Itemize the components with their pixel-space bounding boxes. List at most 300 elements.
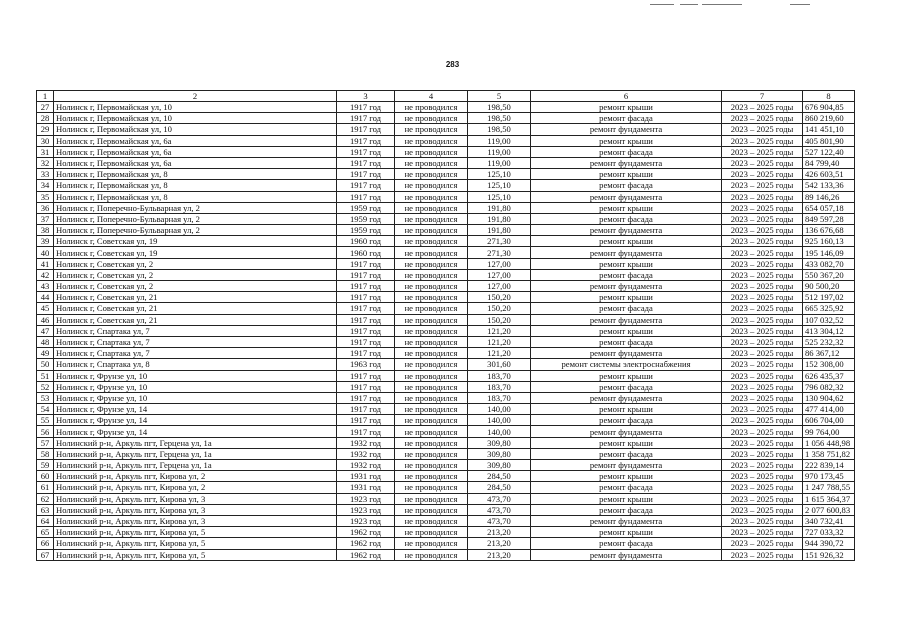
- cell-work-type: ремонт фундамента: [531, 549, 722, 560]
- cell-period: 2023 – 2025 годы: [722, 392, 803, 403]
- cell-work-type: ремонт фундамента: [531, 124, 722, 135]
- cell-last-repair: не проводился: [395, 202, 468, 213]
- cell-cost: 542 133,36: [803, 180, 855, 191]
- cell-work-type: ремонт фасада: [531, 336, 722, 347]
- cell-build-year: 1959 год: [337, 225, 395, 236]
- cell-work-type: ремонт крыши: [531, 325, 722, 336]
- cell-area: 213,20: [468, 527, 531, 538]
- cell-address: Нолинск г, Спартака ул, 7: [54, 325, 337, 336]
- table-row: [37, 169, 855, 180]
- cell-cost: 222 839,14: [803, 460, 855, 471]
- cell-address: Нолинский р-н, Аркуль пгт, Кирова ул, 2: [54, 482, 337, 493]
- table-row: [37, 404, 855, 415]
- cell-area: 150,20: [468, 303, 531, 314]
- cell-cost: 970 173,45: [803, 471, 855, 482]
- cell-work-type: ремонт крыши: [531, 169, 722, 180]
- cell-address: Нолинск г, Первомайская ул, 10: [54, 124, 337, 135]
- cell-cost: 86 367,12: [803, 348, 855, 359]
- cell-build-year: 1917 год: [337, 381, 395, 392]
- cell-work-type: ремонт фундамента: [531, 314, 722, 325]
- cell-address: Нолинск г, Первомайская ул, 10: [54, 102, 337, 113]
- cell-area: 271,30: [468, 236, 531, 247]
- cell-last-repair: не проводился: [395, 482, 468, 493]
- table-row: [37, 471, 855, 482]
- cell-period: 2023 – 2025 годы: [722, 124, 803, 135]
- cell-period: 2023 – 2025 годы: [722, 448, 803, 459]
- cell-period: 2023 – 2025 годы: [722, 157, 803, 168]
- cell-address: Нолинск г, Советская ул, 19: [54, 236, 337, 247]
- cell-period: 2023 – 2025 годы: [722, 191, 803, 202]
- cell-build-year: 1931 год: [337, 471, 395, 482]
- cell-work-type: ремонт крыши: [531, 370, 722, 381]
- cell-address: Нолинск г, Первомайская ул, 8: [54, 191, 337, 202]
- cell-address: Нолинский р-н, Аркуль пгт, Кирова ул, 3: [54, 493, 337, 504]
- cell-cost: 84 799,40: [803, 157, 855, 168]
- cell-build-year: 1962 год: [337, 549, 395, 560]
- cell-row-number: 51: [37, 370, 54, 381]
- cell-row-number: 39: [37, 236, 54, 247]
- cell-row-number: 59: [37, 460, 54, 471]
- cell-work-type: ремонт крыши: [531, 236, 722, 247]
- cell-area: 309,80: [468, 460, 531, 471]
- cell-row-number: 43: [37, 281, 54, 292]
- cell-area: 140,00: [468, 415, 531, 426]
- cell-cost: 1 056 448,98: [803, 437, 855, 448]
- table-row: [37, 549, 855, 560]
- cell-build-year: 1917 год: [337, 180, 395, 191]
- cell-address: Нолинский р-н, Аркуль пгт, Кирова ул, 5: [54, 527, 337, 538]
- cell-area: 213,20: [468, 538, 531, 549]
- cell-row-number: 44: [37, 292, 54, 303]
- cell-period: 2023 – 2025 годы: [722, 415, 803, 426]
- cell-address: Нолинск г, Фрунзе ул, 10: [54, 381, 337, 392]
- cell-area: 473,70: [468, 493, 531, 504]
- cell-area: 140,00: [468, 426, 531, 437]
- cell-build-year: 1917 год: [337, 269, 395, 280]
- cell-period: 2023 – 2025 годы: [722, 359, 803, 370]
- table-row: [37, 493, 855, 504]
- cell-last-repair: не проводился: [395, 471, 468, 482]
- cell-work-type: ремонт фасада: [531, 538, 722, 549]
- header-cell: 2: [54, 91, 337, 102]
- table-row: [37, 202, 855, 213]
- cell-row-number: 50: [37, 359, 54, 370]
- cell-last-repair: не проводился: [395, 180, 468, 191]
- cell-last-repair: не проводился: [395, 236, 468, 247]
- cell-area: 183,70: [468, 392, 531, 403]
- header-cell: 5: [468, 91, 531, 102]
- cell-last-repair: не проводился: [395, 269, 468, 280]
- cell-area: 191,80: [468, 213, 531, 224]
- cell-build-year: 1917 год: [337, 146, 395, 157]
- cell-area: 198,50: [468, 124, 531, 135]
- cell-address: Нолинский р-н, Аркуль пгт, Герцена ул, 1а: [54, 460, 337, 471]
- cell-row-number: 30: [37, 135, 54, 146]
- cell-last-repair: не проводился: [395, 102, 468, 113]
- cell-last-repair: не проводился: [395, 113, 468, 124]
- cell-work-type: ремонт крыши: [531, 258, 722, 269]
- cell-last-repair: не проводился: [395, 404, 468, 415]
- cell-cost: 665 325,92: [803, 303, 855, 314]
- cell-work-type: ремонт фундамента: [531, 460, 722, 471]
- cell-period: 2023 – 2025 годы: [722, 258, 803, 269]
- cell-address: Нолинский р-н, Аркуль пгт, Кирова ул, 3: [54, 515, 337, 526]
- cell-address: Нолинский р-н, Аркуль пгт, Кирова ул, 2: [54, 471, 337, 482]
- cell-period: 2023 – 2025 годы: [722, 281, 803, 292]
- cell-cost: 136 676,68: [803, 225, 855, 236]
- table-header-row: [37, 91, 855, 102]
- cell-last-repair: не проводился: [395, 258, 468, 269]
- page-number: 283: [445, 60, 460, 69]
- cell-cost: 477 414,00: [803, 404, 855, 415]
- header-cell: 6: [531, 91, 722, 102]
- cell-build-year: 1917 год: [337, 348, 395, 359]
- cell-work-type: ремонт фасада: [531, 504, 722, 515]
- cell-area: 198,50: [468, 102, 531, 113]
- cell-build-year: 1962 год: [337, 527, 395, 538]
- cell-area: 473,70: [468, 515, 531, 526]
- cell-period: 2023 – 2025 годы: [722, 269, 803, 280]
- cell-last-repair: не проводился: [395, 460, 468, 471]
- header-cell: 1: [37, 91, 54, 102]
- table-row: [37, 180, 855, 191]
- cell-period: 2023 – 2025 годы: [722, 482, 803, 493]
- cell-period: 2023 – 2025 годы: [722, 336, 803, 347]
- cell-cost: 340 732,41: [803, 515, 855, 526]
- cell-build-year: 1917 год: [337, 191, 395, 202]
- cell-cost: 676 904,85: [803, 102, 855, 113]
- cell-cost: 99 764,00: [803, 426, 855, 437]
- cell-cost: 944 390,72: [803, 538, 855, 549]
- table-row: [37, 448, 855, 459]
- cell-address: Нолинск г, Первомайская ул, 6а: [54, 135, 337, 146]
- cell-row-number: 38: [37, 225, 54, 236]
- cell-row-number: 40: [37, 247, 54, 258]
- table-row: [37, 426, 855, 437]
- cell-cost: 433 082,70: [803, 258, 855, 269]
- cell-work-type: ремонт фундамента: [531, 157, 722, 168]
- table-row: [37, 213, 855, 224]
- cell-cost: 550 367,20: [803, 269, 855, 280]
- cell-build-year: 1931 год: [337, 482, 395, 493]
- cell-cost: 426 603,51: [803, 169, 855, 180]
- table-row: [37, 460, 855, 471]
- cell-area: 119,00: [468, 135, 531, 146]
- table-row: [37, 515, 855, 526]
- cell-row-number: 48: [37, 336, 54, 347]
- cell-address: Нолинск г, Фрунзе ул, 10: [54, 370, 337, 381]
- cell-build-year: 1917 год: [337, 336, 395, 347]
- cell-cost: 1 615 364,37: [803, 493, 855, 504]
- cell-period: 2023 – 2025 годы: [722, 247, 803, 258]
- cell-work-type: ремонт фасада: [531, 113, 722, 124]
- cell-build-year: 1963 год: [337, 359, 395, 370]
- cell-address: Нолинск г, Советская ул, 2: [54, 258, 337, 269]
- cell-period: 2023 – 2025 годы: [722, 169, 803, 180]
- cell-last-repair: не проводился: [395, 392, 468, 403]
- cell-address: Нолинск г, Спартака ул, 7: [54, 348, 337, 359]
- cell-period: 2023 – 2025 годы: [722, 493, 803, 504]
- header-cell: 4: [395, 91, 468, 102]
- cell-last-repair: не проводился: [395, 426, 468, 437]
- cell-row-number: 67: [37, 549, 54, 560]
- cell-cost: 107 032,52: [803, 314, 855, 325]
- cell-work-type: ремонт фундамента: [531, 426, 722, 437]
- cell-last-repair: не проводился: [395, 448, 468, 459]
- cell-row-number: 28: [37, 113, 54, 124]
- cell-address: Нолинск г, Советская ул, 19: [54, 247, 337, 258]
- table-row: [37, 381, 855, 392]
- table-row: [37, 482, 855, 493]
- header-cell: 3: [337, 91, 395, 102]
- cell-row-number: 42: [37, 269, 54, 280]
- table-row: [37, 135, 855, 146]
- cell-cost: 796 082,32: [803, 381, 855, 392]
- cell-last-repair: не проводился: [395, 336, 468, 347]
- cell-address: Нолинский р-н, Аркуль пгт, Герцена ул, 1а: [54, 448, 337, 459]
- table-row: [37, 325, 855, 336]
- cell-address: Нолинск г, Первомайская ул, 8: [54, 180, 337, 191]
- cell-build-year: 1917 год: [337, 102, 395, 113]
- cell-cost: 89 146,26: [803, 191, 855, 202]
- cell-last-repair: не проводился: [395, 415, 468, 426]
- cell-area: 127,00: [468, 269, 531, 280]
- cell-build-year: 1917 год: [337, 292, 395, 303]
- cell-cost: 525 232,32: [803, 336, 855, 347]
- cell-address: Нолинский р-н, Аркуль пгт, Кирова ул, 3: [54, 504, 337, 515]
- cell-address: Нолинск г, Фрунзе ул, 14: [54, 404, 337, 415]
- cell-area: 309,80: [468, 437, 531, 448]
- cell-build-year: 1917 год: [337, 169, 395, 180]
- cell-period: 2023 – 2025 годы: [722, 102, 803, 113]
- cell-build-year: 1932 год: [337, 460, 395, 471]
- cell-last-repair: не проводился: [395, 504, 468, 515]
- repair-schedule-table: [36, 90, 855, 561]
- table-row: [37, 157, 855, 168]
- cell-period: 2023 – 2025 годы: [722, 426, 803, 437]
- cell-row-number: 49: [37, 348, 54, 359]
- cell-last-repair: не проводился: [395, 225, 468, 236]
- table-row: [37, 348, 855, 359]
- cell-period: 2023 – 2025 годы: [722, 146, 803, 157]
- cell-build-year: 1917 год: [337, 392, 395, 403]
- cell-area: 119,00: [468, 157, 531, 168]
- cell-area: 213,20: [468, 549, 531, 560]
- cell-area: 150,20: [468, 314, 531, 325]
- cell-period: 2023 – 2025 годы: [722, 471, 803, 482]
- cell-address: Нолинск г, Советская ул, 2: [54, 281, 337, 292]
- table-row: [37, 258, 855, 269]
- cell-period: 2023 – 2025 годы: [722, 370, 803, 381]
- cell-build-year: 1917 год: [337, 258, 395, 269]
- table-row: [37, 281, 855, 292]
- table-row: [37, 359, 855, 370]
- cell-build-year: 1923 год: [337, 515, 395, 526]
- cell-work-type: ремонт крыши: [531, 292, 722, 303]
- cell-area: 121,20: [468, 336, 531, 347]
- cell-work-type: ремонт фундамента: [531, 392, 722, 403]
- cell-build-year: 1959 год: [337, 213, 395, 224]
- cell-build-year: 1917 год: [337, 370, 395, 381]
- cell-address: Нолинск г, Первомайская ул, 10: [54, 113, 337, 124]
- cell-row-number: 37: [37, 213, 54, 224]
- cell-cost: 606 704,00: [803, 415, 855, 426]
- cell-area: 284,50: [468, 482, 531, 493]
- cell-build-year: 1923 год: [337, 504, 395, 515]
- cell-build-year: 1917 год: [337, 325, 395, 336]
- cell-area: 301,60: [468, 359, 531, 370]
- cell-cost: 727 033,32: [803, 527, 855, 538]
- cell-row-number: 52: [37, 381, 54, 392]
- header-cell: 7: [722, 91, 803, 102]
- cell-address: Нолинск г, Поперечно-Бульварная ул, 2: [54, 202, 337, 213]
- cell-last-repair: не проводился: [395, 247, 468, 258]
- cell-cost: 512 197,02: [803, 292, 855, 303]
- cell-area: 119,00: [468, 146, 531, 157]
- cell-address: Нолинск г, Фрунзе ул, 14: [54, 415, 337, 426]
- cell-row-number: 33: [37, 169, 54, 180]
- cell-build-year: 1932 год: [337, 437, 395, 448]
- cell-work-type: ремонт крыши: [531, 135, 722, 146]
- cell-address: Нолинск г, Советская ул, 21: [54, 292, 337, 303]
- cell-work-type: ремонт фасада: [531, 269, 722, 280]
- cell-last-repair: не проводился: [395, 213, 468, 224]
- cell-work-type: ремонт фасада: [531, 482, 722, 493]
- cell-address: Нолинский р-н, Аркуль пгт, Кирова ул, 5: [54, 538, 337, 549]
- cell-work-type: ремонт системы электроснабжения: [531, 359, 722, 370]
- cell-address: Нолинск г, Советская ул, 2: [54, 269, 337, 280]
- cell-build-year: 1917 год: [337, 303, 395, 314]
- cell-period: 2023 – 2025 годы: [722, 404, 803, 415]
- cell-area: 127,00: [468, 258, 531, 269]
- cell-row-number: 36: [37, 202, 54, 213]
- cell-period: 2023 – 2025 годы: [722, 180, 803, 191]
- cell-area: 125,10: [468, 180, 531, 191]
- cell-row-number: 56: [37, 426, 54, 437]
- cell-last-repair: не проводился: [395, 359, 468, 370]
- cell-row-number: 57: [37, 437, 54, 448]
- cell-period: 2023 – 2025 годы: [722, 213, 803, 224]
- cell-work-type: ремонт крыши: [531, 202, 722, 213]
- cell-row-number: 64: [37, 515, 54, 526]
- cell-row-number: 61: [37, 482, 54, 493]
- cell-work-type: ремонт фундамента: [531, 225, 722, 236]
- cell-row-number: 54: [37, 404, 54, 415]
- cell-area: 121,20: [468, 325, 531, 336]
- cell-period: 2023 – 2025 годы: [722, 236, 803, 247]
- cell-address: Нолинск г, Советская ул, 21: [54, 314, 337, 325]
- cell-address: Нолинский р-н, Аркуль пгт, Кирова ул, 5: [54, 549, 337, 560]
- cell-cost: 405 801,90: [803, 135, 855, 146]
- cell-build-year: 1932 год: [337, 448, 395, 459]
- cell-cost: 130 904,62: [803, 392, 855, 403]
- cell-area: 271,30: [468, 247, 531, 258]
- table-row: [37, 504, 855, 515]
- cell-last-repair: не проводился: [395, 124, 468, 135]
- cell-last-repair: не проводился: [395, 538, 468, 549]
- cell-row-number: 32: [37, 157, 54, 168]
- table-row: [37, 415, 855, 426]
- cell-row-number: 60: [37, 471, 54, 482]
- cell-cost: 90 500,20: [803, 281, 855, 292]
- cell-area: 183,70: [468, 370, 531, 381]
- cell-cost: 849 597,28: [803, 213, 855, 224]
- cell-last-repair: не проводился: [395, 135, 468, 146]
- cell-period: 2023 – 2025 годы: [722, 527, 803, 538]
- cell-work-type: ремонт фасада: [531, 448, 722, 459]
- cell-area: 309,80: [468, 448, 531, 459]
- cell-build-year: 1917 год: [337, 113, 395, 124]
- cell-area: 150,20: [468, 292, 531, 303]
- table-row: [37, 247, 855, 258]
- cell-row-number: 27: [37, 102, 54, 113]
- cell-row-number: 46: [37, 314, 54, 325]
- cell-last-repair: не проводился: [395, 325, 468, 336]
- cell-address: Нолинский р-н, Аркуль пгт, Герцена ул, 1а: [54, 437, 337, 448]
- cell-last-repair: не проводился: [395, 303, 468, 314]
- table-row: [37, 336, 855, 347]
- cell-row-number: 45: [37, 303, 54, 314]
- cell-build-year: 1923 год: [337, 493, 395, 504]
- table-row: [37, 303, 855, 314]
- cell-work-type: ремонт фундамента: [531, 247, 722, 258]
- table-row: [37, 392, 855, 403]
- cell-cost: 141 451,10: [803, 124, 855, 135]
- cell-area: 140,00: [468, 404, 531, 415]
- cell-period: 2023 – 2025 годы: [722, 113, 803, 124]
- cell-last-repair: не проводился: [395, 437, 468, 448]
- table-row: [37, 437, 855, 448]
- header-scan-marks: [650, 2, 810, 6]
- cell-cost: 2 077 600,83: [803, 504, 855, 515]
- cell-cost: 151 926,32: [803, 549, 855, 560]
- cell-period: 2023 – 2025 годы: [722, 202, 803, 213]
- cell-build-year: 1960 год: [337, 236, 395, 247]
- cell-row-number: 34: [37, 180, 54, 191]
- cell-work-type: ремонт крыши: [531, 471, 722, 482]
- cell-row-number: 62: [37, 493, 54, 504]
- cell-build-year: 1917 год: [337, 157, 395, 168]
- table-row: [37, 292, 855, 303]
- cell-area: 127,00: [468, 281, 531, 292]
- cell-cost: 527 122,40: [803, 146, 855, 157]
- table-row: [37, 113, 855, 124]
- header-cell: 8: [803, 91, 855, 102]
- cell-row-number: 35: [37, 191, 54, 202]
- cell-last-repair: не проводился: [395, 314, 468, 325]
- cell-cost: 413 304,12: [803, 325, 855, 336]
- table-row: [37, 225, 855, 236]
- cell-area: 125,10: [468, 169, 531, 180]
- cell-row-number: 66: [37, 538, 54, 549]
- cell-period: 2023 – 2025 годы: [722, 325, 803, 336]
- table-row: [37, 314, 855, 325]
- cell-period: 2023 – 2025 годы: [722, 292, 803, 303]
- cell-last-repair: не проводился: [395, 292, 468, 303]
- cell-last-repair: не проводился: [395, 157, 468, 168]
- cell-period: 2023 – 2025 годы: [722, 549, 803, 560]
- cell-address: Нолинск г, Поперечно-Бульварная ул, 2: [54, 213, 337, 224]
- cell-address: Нолинск г, Фрунзе ул, 10: [54, 392, 337, 403]
- table-row: [37, 236, 855, 247]
- cell-last-repair: не проводился: [395, 281, 468, 292]
- cell-work-type: ремонт крыши: [531, 404, 722, 415]
- cell-build-year: 1917 год: [337, 281, 395, 292]
- cell-period: 2023 – 2025 годы: [722, 504, 803, 515]
- cell-address: Нолинск г, Первомайская ул, 6а: [54, 146, 337, 157]
- cell-area: 191,80: [468, 225, 531, 236]
- cell-build-year: 1960 год: [337, 247, 395, 258]
